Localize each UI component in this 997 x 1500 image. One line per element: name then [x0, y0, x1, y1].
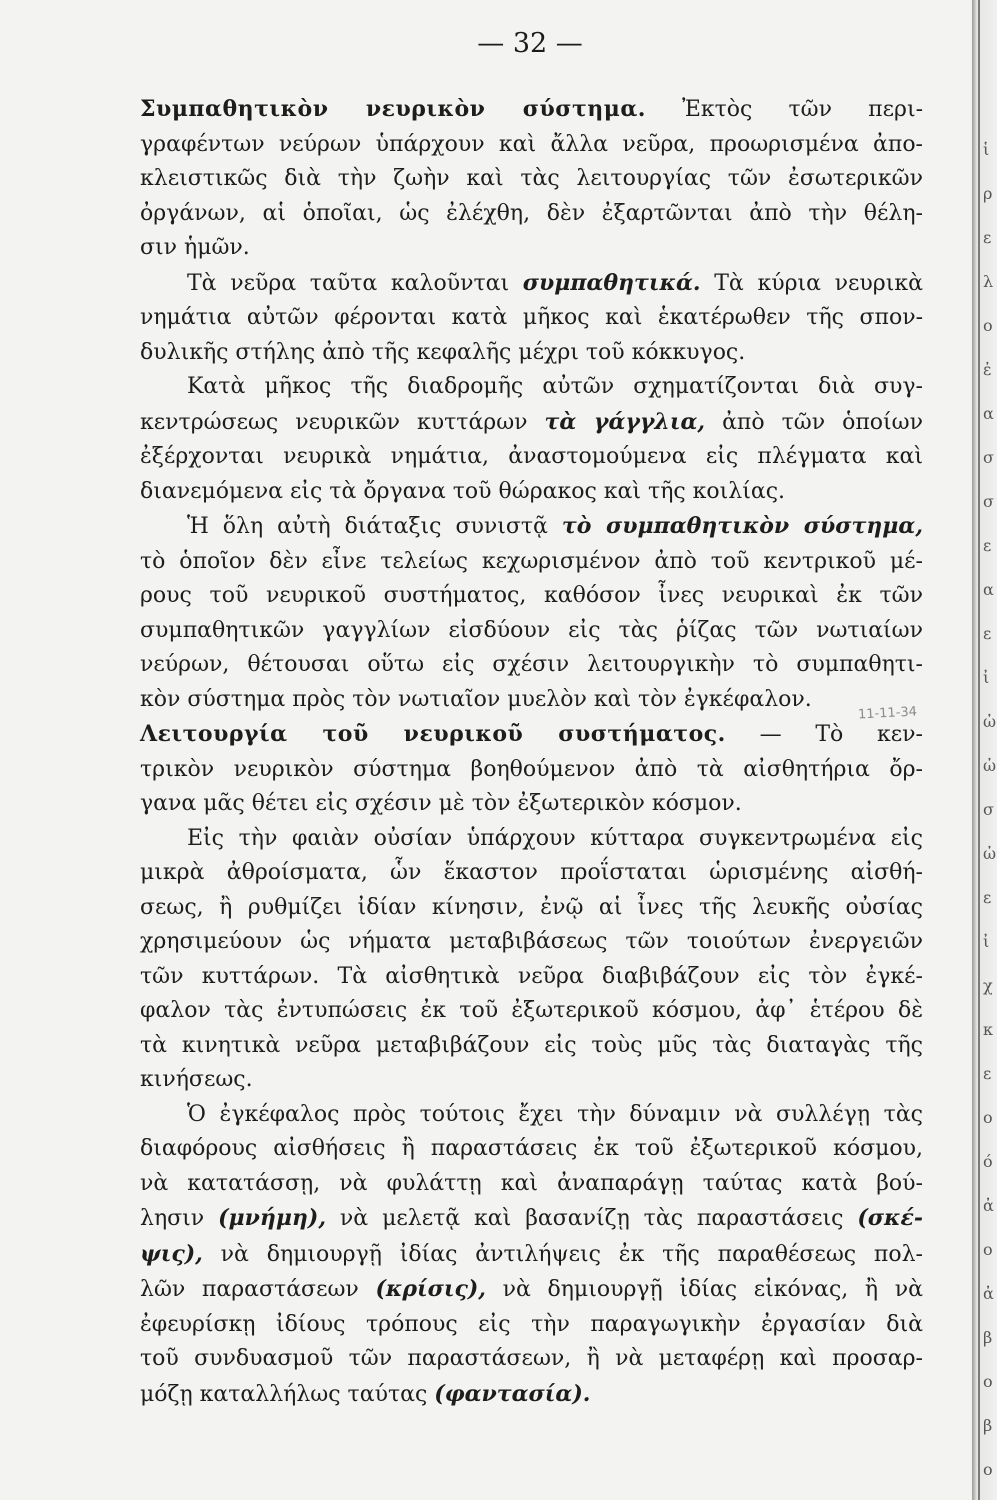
text-run: τοῦ συνδυασμοῦ τῶν παραστάσεων, ἢ νὰ μεταφέρῃ καὶ προσαρ-	[140, 1346, 923, 1371]
adjacent-page-glyph: σ	[983, 448, 994, 467]
text-line	[140, 266, 923, 302]
text-run: σεως, ἢ ρυθμίζει ἰδίαν κίνησιν, ἐνῷ αἱ ἶνες τῆς λευκῆς οὐσίας	[140, 894, 923, 920]
adjacent-page-glyph: ἀ	[983, 1284, 994, 1303]
adjacent-page-glyph: β	[983, 1416, 993, 1435]
adjacent-page-glyph: σ	[983, 800, 994, 819]
text-line	[140, 856, 923, 891]
text-run: κεντρώσεως νευρικῶν κυττάρων	[140, 409, 545, 435]
text-line	[140, 614, 923, 649]
emphasized-term: συμπαθητικά.	[522, 269, 701, 296]
text-line	[140, 994, 923, 1029]
adjacent-page-glyph: ε	[983, 1064, 992, 1083]
adjacent-page-glyph: ἀ	[983, 1196, 994, 1215]
adjacent-page-glyph: ἱ	[983, 140, 990, 159]
text-run: νὰ μελετᾷ καὶ βασανίζῃ τὰς παραστάσεις	[326, 1206, 858, 1231]
text-line	[140, 370, 923, 405]
text-line	[140, 92, 923, 128]
text-run: χρησιμεύουν ὡς νήματα μεταβιβάσεως τῶν τοιούτων ἐνεργειῶν	[140, 929, 923, 954]
section-heading: Συμπαθητικὸν νευρικὸν σύστημα.	[140, 96, 646, 122]
adjacent-page-glyph: ό	[983, 1152, 993, 1171]
text-run: νὰ δημιουργῇ ἰδίας ἀντιλήψεις ἐκ τῆς παραθέσεως πολ-	[202, 1241, 923, 1267]
text-run: τὰ κινητικὰ νεῦρα μεταβιβάζουν εἰς τοὺς μῦς τὰς διαταγὰς τῆς	[140, 1032, 923, 1058]
emphasized-term: (φαντασία).	[434, 1380, 591, 1407]
text-run: διανεμόμενα εἰς τὰ ὄργανα τοῦ θώρακος καὶ τῆς κοιλίας.	[140, 478, 786, 504]
emphasized-term: τὸ συμπαθητικὸν σύστημα,	[561, 513, 923, 539]
text-run: ἐξέρχονται νευρικὰ νημάτια, ἀναστομούμενα εἰς πλέγματα καὶ	[140, 444, 923, 469]
text-line	[140, 336, 923, 371]
adjacent-page-glyph: α	[983, 580, 994, 599]
text-run: Ἡ ὅλη αὐτὴ διάταξις συνιστᾷ	[187, 514, 562, 539]
adjacent-page-glyph: ο	[983, 1460, 993, 1479]
adjacent-page-glyph: ο	[983, 316, 993, 335]
text-line	[140, 891, 923, 926]
text-line	[140, 1201, 923, 1237]
adjacent-page-glyph: ο	[983, 1108, 993, 1127]
text-run: γραφέντων νεύρων ὑπάρχουν καὶ ἄλλα νεῦρα, προωρισμένα ἀπο-	[140, 131, 923, 157]
text-run: διαφόρους αἰσθήσεις ἢ παραστάσεις ἐκ τοῦ ἐξωτερικοῦ κόσμου,	[140, 1136, 923, 1161]
text-run: συμπαθητικῶν γαγγλίων εἰσδύουν εἰς τὰς ῥίζας τῶν νωτιαίων	[140, 617, 923, 643]
text-line	[140, 405, 923, 441]
text-run: Ὁ ἐγκέφαλος πρὸς τούτοις ἔχει τὴν δύναμιν νὰ συλλέγῃ τὰς	[187, 1101, 923, 1127]
text-run: λῶν παραστάσεων	[140, 1277, 376, 1302]
text-run: Τὰ νεῦρα ταῦτα καλοῦνται	[187, 270, 523, 296]
text-run: ἀπὸ τῶν ὁποίων	[705, 409, 923, 435]
text-line	[140, 545, 923, 580]
text-run: τρικὸν νευρικὸν σύστημα βοηθούμενον ἀπὸ τὰ αἰσθητήρια ὄρ-	[140, 756, 923, 782]
adjacent-page-glyph: ο	[983, 1372, 993, 1391]
text-line	[140, 1063, 923, 1098]
text-line	[140, 1237, 923, 1273]
text-line	[140, 231, 923, 266]
text-run: Εἰς τὴν φαιὰν οὐσίαν ὑπάρχουν κύτταρα συγκεντρωμένα εἰς	[187, 825, 923, 851]
text-line	[140, 683, 923, 718]
text-run: — Τὸ κεν-	[725, 722, 923, 747]
adjacent-page-glyph: χ	[983, 976, 993, 995]
adjacent-page-glyph: ὠ	[983, 756, 997, 775]
adjacent-page-edge	[972, 0, 997, 1500]
text-line	[140, 1377, 923, 1413]
text-line	[140, 301, 923, 336]
emphasized-term: τὰ γάγγλια,	[544, 408, 706, 435]
adjacent-page-glyph: ἐ	[983, 360, 992, 379]
text-run: τὸ ὁποῖον δὲν εἶνε τελείως κεχωρισμένον ἀπὸ τοῦ κεντρικοῦ μέ-	[140, 548, 923, 574]
text-run: Κατὰ μῆκος τῆς διαδρομῆς αὐτῶν σχηματίζονται διὰ συγ-	[187, 374, 923, 399]
text-line	[140, 128, 923, 163]
adjacent-page-glyph: ἰ	[983, 932, 990, 951]
text-run: τῶν κυττάρων. Τὰ αἰσθητικὰ νεῦρα διαβιβάζουν εἰς τὸν ἐγκέ-	[140, 963, 923, 989]
text-run: κὸν σύστημα πρὸς τὸν νωτιαῖον μυελὸν καὶ τὸν ἐγκέφαλον.	[140, 686, 812, 712]
text-run: κινήσεως.	[140, 1067, 253, 1092]
emphasized-term: (σκέ-	[857, 1205, 923, 1231]
text-line	[140, 822, 923, 857]
text-run: γανα μᾶς θέτει εἰς σχέσιν μὲ τὸν ἐξωτερικὸν κόσμον.	[140, 791, 742, 816]
text-line	[140, 1308, 923, 1343]
body-text	[140, 92, 923, 1412]
adjacent-page-glyph: ε	[983, 888, 992, 907]
text-run: ὀργάνων, αἱ ὁποῖαι, ὡς ἐλέχθη, δὲν ἐξαρτῶνται ἀπὸ τὴν θέλη-	[140, 200, 923, 226]
binding-shadow	[978, 0, 980, 1500]
text-line	[140, 197, 923, 232]
text-run: κλειστικῶς διὰ τὴν ζωὴν καὶ τὰς λειτουργίας τῶν ἐσωτερικῶν	[140, 166, 923, 191]
text-run: δυλικῆς στήλης ἀπὸ τῆς κεφαλῆς μέχρι τοῦ κόκκυγος.	[140, 339, 746, 365]
text-line	[140, 960, 923, 995]
text-line	[140, 1167, 923, 1202]
text-line	[140, 1342, 923, 1377]
adjacent-page-glyph: ρ	[983, 184, 993, 203]
adjacent-page-glyph: ε	[983, 536, 992, 555]
text-run: Τὰ κύρια νευρικὰ	[700, 270, 923, 296]
text-run: νὰ κατατάσσῃ, νὰ φυλάττῃ καὶ ἀναπαράγῃ ταύτας κατὰ βού-	[140, 1170, 923, 1196]
text-line	[140, 1132, 923, 1167]
text-line	[140, 1098, 923, 1133]
handwritten-date-note: 11-11-34	[857, 704, 918, 723]
adjacent-page-glyph: κ	[983, 1020, 993, 1039]
text-run: μόζῃ καταλλήλως ταύτας	[140, 1381, 435, 1407]
emphasized-term: (μνήμη),	[218, 1205, 326, 1231]
text-run: ἐφευρίσκῃ ἰδίους τρόπους εἰς τὴν παραγωγικὴν ἐργασίαν διὰ	[140, 1311, 923, 1337]
section-heading: Λειτουργία τοῦ νευρικοῦ συστήματος.	[140, 721, 726, 747]
adjacent-page-glyph: ε	[983, 228, 992, 247]
text-line	[140, 1029, 923, 1064]
text-line	[140, 648, 923, 683]
text-run: μικρὰ ἀθροίσματα, ὧν ἕκαστον προΐσταται ὡρισμένης αἰσθή-	[140, 860, 923, 885]
text-line	[140, 717, 923, 753]
adjacent-page-glyph: λ	[983, 272, 994, 291]
text-line	[140, 753, 923, 788]
adjacent-page-glyph: ο	[983, 1240, 993, 1259]
text-line	[140, 925, 923, 960]
text-run: φαλον τὰς ἐντυπώσεις ἐκ τοῦ ἐξωτερικοῦ κόσμου, ἀφ᾽ ἑτέρου δὲ	[140, 998, 923, 1023]
page-number: — 32 —	[477, 28, 583, 59]
adjacent-page-glyph: σ	[983, 492, 994, 511]
adjacent-page-glyph: α	[983, 404, 994, 423]
adjacent-page-glyph: ὡ	[983, 712, 997, 731]
adjacent-page-glyph: ὠ	[983, 844, 997, 863]
adjacent-page-glyph: β	[983, 1328, 993, 1347]
text-line	[140, 509, 923, 545]
text-run: σιν ἡμῶν.	[140, 235, 250, 260]
text-line	[140, 475, 923, 510]
text-run: λησιν	[140, 1206, 219, 1231]
emphasized-term: (κρίσις),	[375, 1276, 486, 1302]
adjacent-page-glyph: ε	[983, 624, 992, 643]
text-run: νημάτια αὐτῶν φέρονται κατὰ μῆκος καὶ ἑκατέρωθεν τῆς σπον-	[140, 305, 923, 330]
adjacent-page-glyph: ἰ	[983, 668, 990, 687]
text-run: νεύρων, θέτουσαι οὕτω εἰς σχέσιν λειτουργικὴν τὸ συμπαθητι-	[140, 652, 923, 677]
emphasized-term: ψις),	[140, 1240, 203, 1267]
text-line	[140, 162, 923, 197]
text-line	[140, 1272, 923, 1308]
text-line	[140, 440, 923, 475]
text-line	[140, 579, 923, 614]
text-run: νὰ δημιουργῇ ἰδίας εἰκόνας, ἢ νὰ	[485, 1277, 923, 1302]
text-run: ρους τοῦ νευρικοῦ συστήματος, καθόσον ἶνες νευρικαὶ ἐκ τῶν	[140, 583, 923, 608]
text-line	[140, 787, 923, 822]
text-run: Ἐκτὸς τῶν περι-	[645, 97, 923, 122]
